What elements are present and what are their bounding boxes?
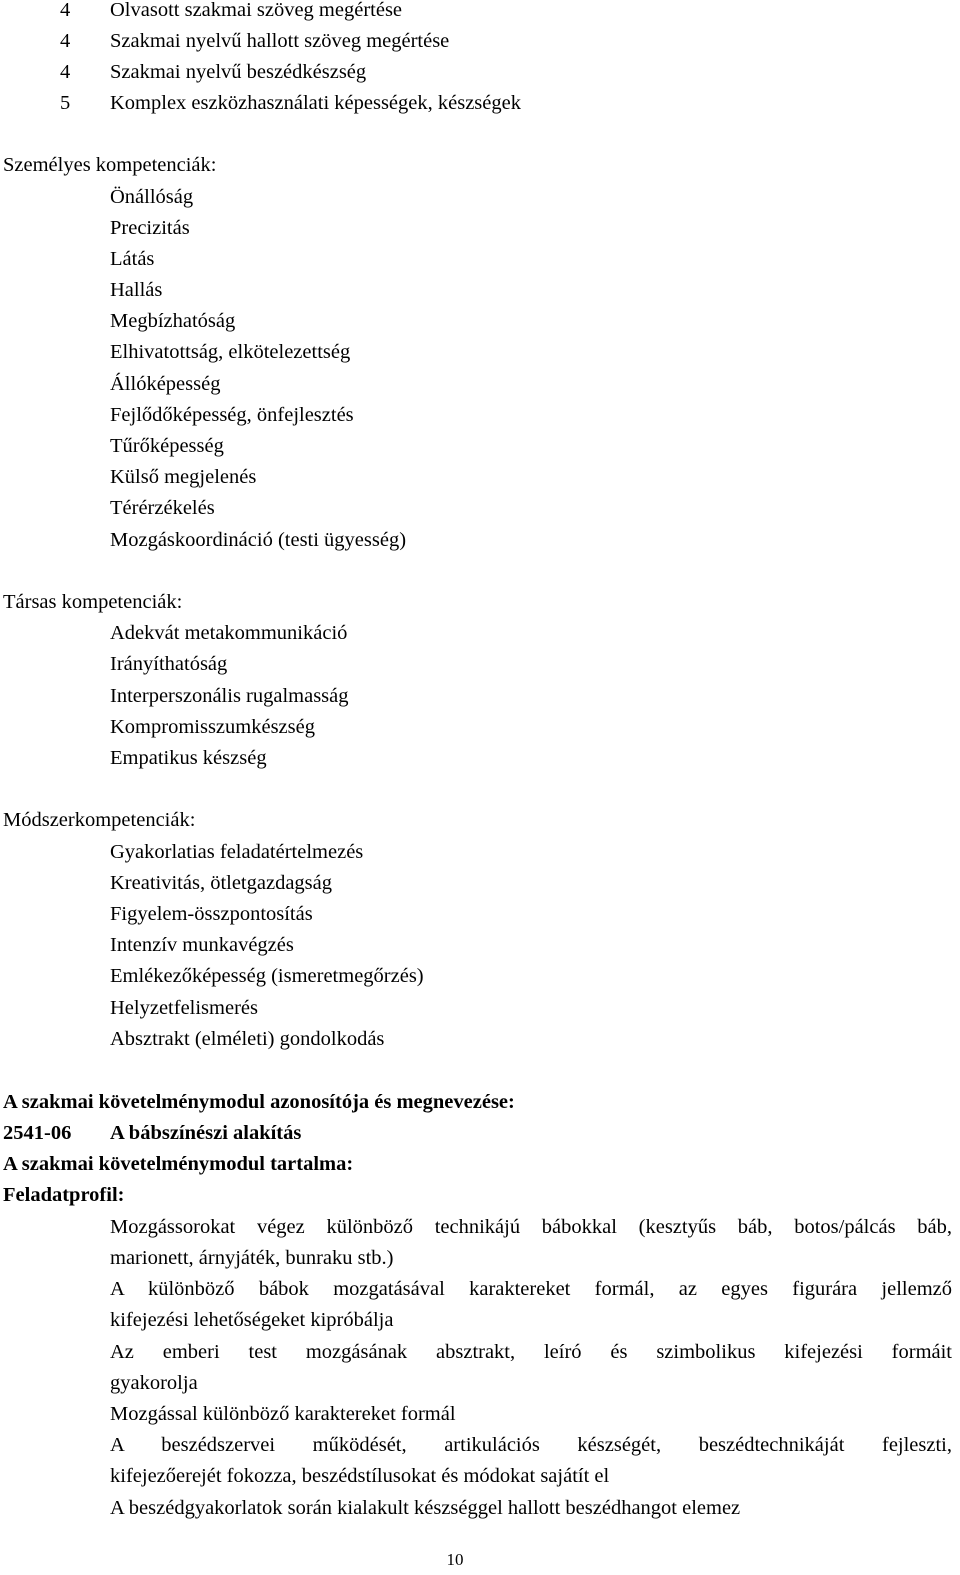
list-item: Látás	[110, 248, 155, 270]
profile-heading: Feladatprofil:	[3, 1184, 125, 1206]
list-item: Kreativitás, ötletgazdagság	[110, 872, 332, 894]
list-item: Megbízhatóság	[110, 310, 236, 332]
list-item: Szakmai nyelvű hallott szöveg megértése	[110, 30, 450, 52]
section-heading: Társas kompetenciák:	[3, 591, 183, 613]
task-line: A különböző bábok mozgatásával karaktereket formál, az egyes figurára jellemző	[110, 1278, 952, 1300]
list-item: Térérzékelés	[110, 497, 215, 519]
list-item: Szakmai nyelvű beszédkészség	[110, 61, 367, 83]
task-line: A beszédszervei működését, artikulációs készségét, beszédtechnikáját fejleszti,	[110, 1434, 952, 1456]
task-line: Az emberi test mozgásának absztrakt, leíró és szimbolikus kifejezési formáit	[110, 1341, 952, 1363]
page-number: 10	[446, 1550, 464, 1569]
list-item: Elhivatottság, elkötelezettség	[110, 341, 351, 363]
list-item: Komplex eszközhasználati képességek, készségek	[110, 92, 521, 114]
module-name: A bábszínészi alakítás	[110, 1122, 302, 1144]
list-item: Figyelem-összpontosítás	[110, 903, 313, 925]
list-number: 4	[60, 61, 71, 83]
task-line: Mozgássorokat végez különböző technikájú bábokkal (kesztyűs báb, botos/pálcás báb,	[110, 1216, 952, 1238]
list-item: Helyzetfelismerés	[110, 997, 258, 1019]
list-item: Tűrőképesség	[110, 435, 224, 457]
list-item: Interperszonális rugalmasság	[110, 685, 349, 707]
list-item: Fejlődőképesség, önfejlesztés	[110, 404, 354, 426]
list-item: Emlékezőképesség (ismeretmegőrzés)	[110, 965, 424, 987]
list-item: Irányíthatóság	[110, 653, 228, 675]
section-heading: Módszerkompetenciák:	[3, 809, 196, 831]
list-item: Külső megjelenés	[110, 466, 257, 488]
list-item: Olvasott szakmai szöveg megértése	[110, 0, 403, 21]
list-item: Állóképesség	[110, 373, 221, 395]
task-line: gyakorolja	[110, 1372, 198, 1394]
list-item: Precizitás	[110, 217, 190, 239]
list-number: 4	[60, 0, 71, 21]
list-item: Kompromisszumkészség	[110, 716, 315, 738]
list-item: Empatikus készség	[110, 747, 267, 769]
list-number: 4	[60, 30, 71, 52]
list-item: Intenzív munkavégzés	[110, 934, 294, 956]
task-line: Mozgással különböző karaktereket formál	[110, 1403, 456, 1425]
task-line: kifejezőerejét fokozza, beszédstílusokat és módokat sajátít el	[110, 1465, 610, 1487]
list-item: Gyakorlatias feladatértelmezés	[110, 841, 364, 863]
list-item: Mozgáskoordináció (testi ügyesség)	[110, 529, 407, 551]
module-content-heading: A szakmai követelménymodul tartalma:	[3, 1153, 354, 1175]
list-item: Hallás	[110, 279, 163, 301]
task-line: A beszédgyakorlatok során kialakult készséggel hallott beszédhangot elemez	[110, 1497, 741, 1519]
module-code: 2541-06	[3, 1122, 72, 1144]
list-item: Adekvát metakommunikáció	[110, 622, 348, 644]
module-id-heading: A szakmai követelménymodul azonosítója és megnevezése:	[3, 1091, 515, 1113]
section-heading: Személyes kompetenciák:	[3, 154, 217, 176]
task-line: kifejezési lehetőségeket kipróbálja	[110, 1309, 394, 1331]
list-item: Absztrakt (elméleti) gondolkodás	[110, 1028, 385, 1050]
list-number: 5	[60, 92, 71, 114]
task-line: marionett, árnyjáték, bunraku stb.)	[110, 1247, 394, 1269]
list-item: Önállóság	[110, 186, 194, 208]
